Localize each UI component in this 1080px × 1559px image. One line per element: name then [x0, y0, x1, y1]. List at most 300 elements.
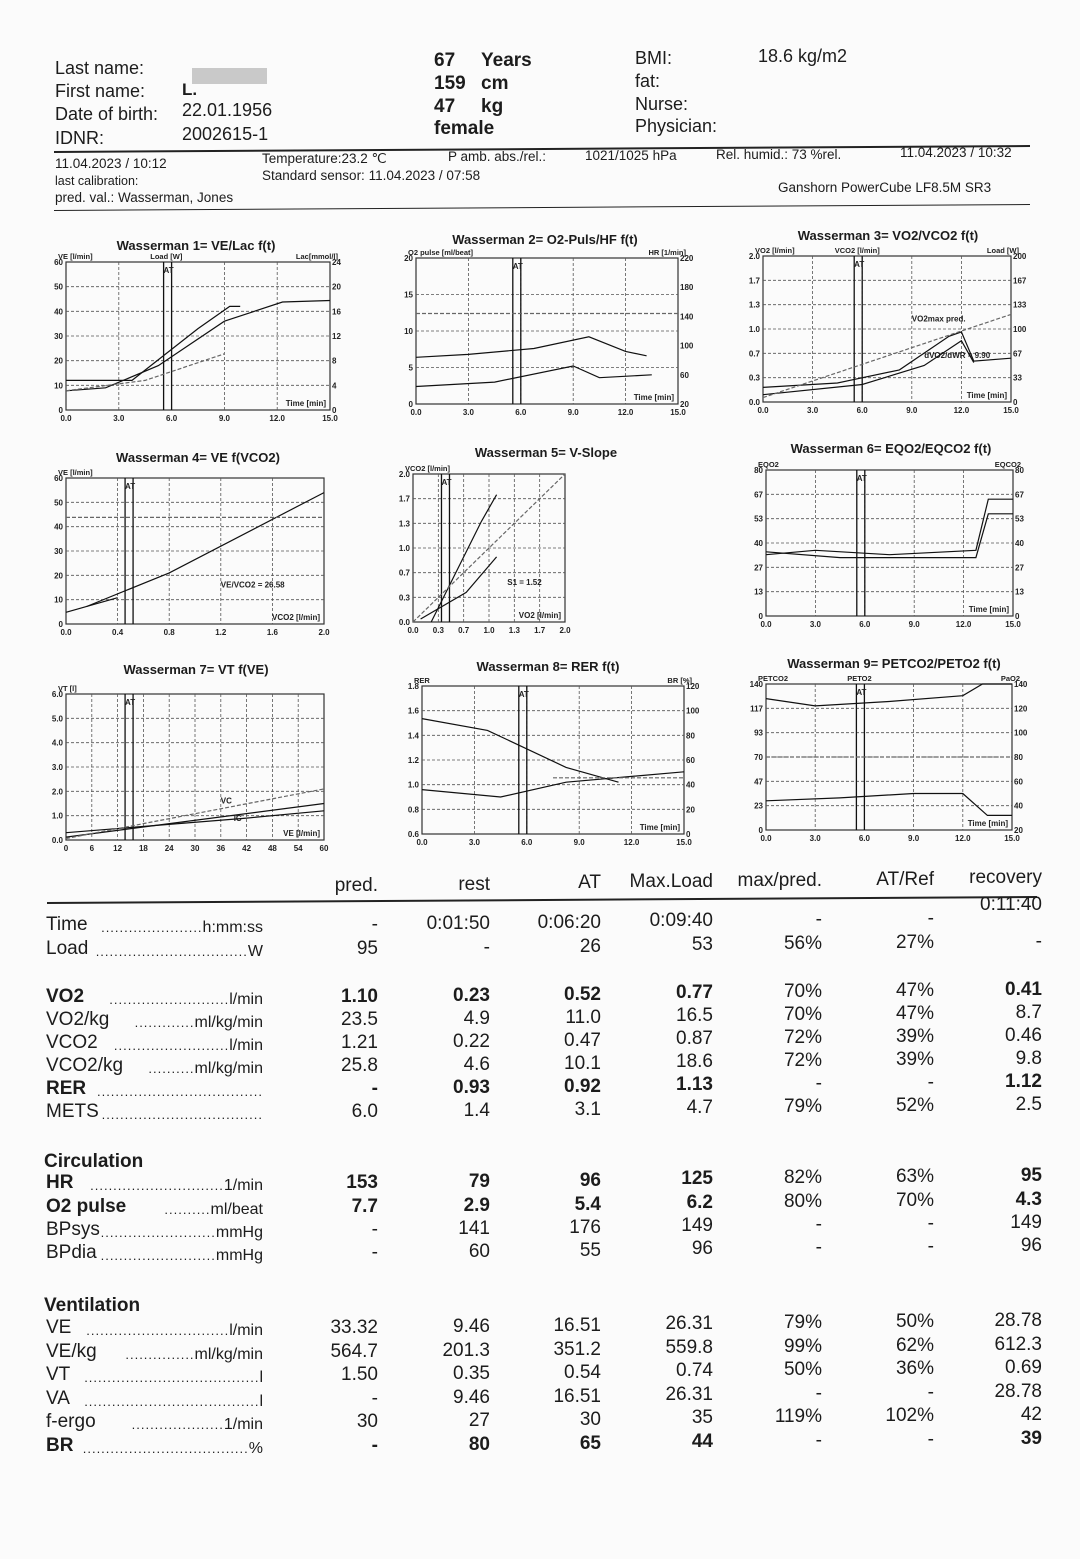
table-cell: 0:11:40	[980, 893, 1042, 915]
chart-plot-7	[51, 684, 329, 853]
x-tick-label: 3.0	[809, 834, 821, 843]
y-tick-label-right: 120	[1014, 704, 1028, 714]
row-label-text: f-ergo	[46, 1411, 96, 1432]
x-tick-label: 36	[216, 844, 226, 853]
leader-dots: ......................................	[84, 1394, 260, 1409]
chart-annotation: dVO2/dWR = 9.90	[924, 351, 991, 361]
table-cell: 2.9	[463, 1194, 490, 1216]
y-tick-label-right: 20	[680, 400, 689, 409]
chart-series-line	[422, 719, 619, 783]
y-axis-label-right: HR [1/min]	[648, 248, 686, 257]
unit-text: 1/min	[223, 1416, 263, 1433]
table-cell: 0.22	[453, 1030, 490, 1052]
table-cell: 36%	[895, 1358, 934, 1379]
chart-plot-4	[54, 468, 330, 637]
y-tick-label-right: 60	[686, 756, 695, 765]
y-tick-label-right: 40	[1015, 539, 1024, 548]
row-label	[46, 1317, 71, 1339]
leader-dots: ....................	[131, 1417, 224, 1432]
leader-dots: ......................	[101, 920, 203, 935]
chart-title-4: Wasserman 4= VE f(VCO2)	[116, 450, 280, 465]
y-tick-label-left: 0.6	[407, 830, 419, 839]
y-tick-label-left: 20	[54, 571, 63, 581]
temperature: Temperature:23.2 ℃	[262, 151, 387, 166]
y-tick-label-left: 60	[54, 258, 63, 267]
y-tick-label-right: 13	[1015, 587, 1024, 597]
x-tick-label: 9.0	[908, 620, 920, 629]
row-label-text: VE	[46, 1317, 72, 1338]
y-tick-label-left: 0	[58, 406, 63, 415]
table-cell: 72%	[783, 1050, 822, 1072]
row-unit	[84, 1390, 263, 1412]
y-tick-label-left: 20	[54, 356, 63, 366]
unit-text: l/min	[229, 1037, 263, 1054]
y-tick-label-left: 50	[54, 498, 63, 508]
y-axis-label-right: BR [%]	[667, 676, 692, 685]
unit-text: ml/kg/min	[194, 1346, 263, 1363]
y-tick-label-left: 20	[404, 254, 413, 263]
x-tick-label: 12.0	[955, 834, 971, 843]
table-cell: 79	[468, 1170, 490, 1192]
leader-dots: ...............................	[86, 1323, 230, 1338]
dob-label: Date of birth:	[55, 104, 159, 124]
chart-title-3: Wasserman 3= VO2/VCO2 f(t)	[797, 228, 979, 243]
x-tick-label: 12.0	[617, 408, 634, 417]
y-axis-label-left: O2 pulse [ml/beat]	[408, 248, 474, 257]
y-tick-label-left: 1.7	[748, 276, 760, 286]
y-tick-label-left: 80	[754, 466, 763, 475]
x-tick-label: 1.0	[483, 626, 495, 635]
row-unit	[90, 1174, 263, 1196]
x-tick-label: 1.7	[534, 626, 546, 635]
first-name-value: L.	[182, 80, 198, 99]
x-tick-label: 15.0	[676, 838, 692, 847]
table-cell: 79%	[783, 1096, 822, 1118]
table-cell: 56%	[783, 933, 822, 955]
x-tick-label: 0.0	[760, 620, 772, 629]
y-tick-label-right: 20	[332, 282, 341, 292]
table-cell: 80	[468, 1433, 490, 1455]
y-tick-label-right: 20	[686, 805, 695, 815]
table-cell: 28.78	[994, 1380, 1042, 1402]
unit-text: mmHg	[215, 1224, 263, 1241]
table-cell: 564.7	[330, 1341, 378, 1362]
y-tick-label-left: 40	[754, 539, 763, 548]
y-tick-label-left: 1.2	[407, 756, 419, 765]
y-tick-label-right: 80	[1014, 753, 1023, 762]
chart-title-2: Wasserman 2= O2-Puls/HF f(t)	[452, 232, 638, 247]
at-label: AT	[854, 260, 865, 269]
section-title: Circulation	[44, 1151, 144, 1172]
unit-text: l/min	[229, 1322, 263, 1339]
y-tick-label-left: 2.0	[51, 787, 63, 797]
meta-rule	[54, 204, 1030, 211]
row-unit	[83, 1437, 263, 1459]
row-label	[46, 1172, 73, 1194]
row-label-text: VE/kg	[46, 1341, 97, 1362]
table-cell: 149	[681, 1215, 713, 1237]
table-cell: 4.6	[463, 1053, 490, 1075]
leader-dots: ...................................	[101, 1107, 263, 1122]
row-label	[46, 1032, 98, 1054]
row-unit	[164, 1198, 263, 1220]
unit-text: mmHg	[215, 1247, 263, 1264]
x-tick-label: 15.0	[1003, 406, 1019, 415]
y-tick-label-left: 60	[54, 474, 63, 483]
last-calibration: last calibration:	[55, 174, 139, 188]
table-cell: 33.32	[330, 1317, 378, 1338]
chart-series-line	[416, 337, 647, 358]
table-cell: 39%	[895, 1049, 934, 1070]
humidity: Rel. humid.: 73 %rel.	[716, 147, 842, 162]
table-cell: 0.93	[453, 1076, 490, 1098]
y-tick-label-left: 1.4	[407, 731, 419, 741]
x-tick-label: 15.0	[322, 414, 338, 423]
leader-dots: ..........	[148, 1061, 195, 1076]
chart-plot-5	[398, 464, 571, 635]
row-label	[46, 1341, 97, 1363]
row-unit	[114, 1034, 263, 1056]
y-tick-label-right: 40	[1014, 801, 1023, 811]
unit-text: ml/kg/min	[194, 1060, 263, 1077]
table-cell: 0.74	[676, 1360, 713, 1382]
row-label	[46, 1411, 96, 1433]
x-tick-label: 6	[89, 844, 95, 853]
y-tick-label-left: 0	[58, 620, 63, 629]
y-tick-label-left: 15	[404, 290, 413, 300]
table-cell: 8.7	[1015, 1001, 1042, 1023]
pred-val: pred. val.: Wasserman, Jones	[55, 190, 234, 205]
x-tick-label: 0.4	[112, 628, 124, 637]
x-tick-label: 3.0	[809, 620, 821, 629]
y-axis-label-left: VE [l/min]	[58, 252, 93, 261]
at-label: AT	[125, 482, 136, 491]
y-tick-label-left: 0.3	[398, 593, 410, 603]
y-axis-label-mid: VCO2 [l/min]	[834, 246, 880, 255]
table-cell: 125	[681, 1168, 713, 1190]
y-tick-label-right: 8	[332, 356, 337, 366]
y-tick-label-right: 167	[1013, 276, 1027, 286]
table-cell: 9.46	[453, 1386, 490, 1408]
x-tick-label: 12.0	[953, 406, 970, 415]
column-header: AT	[578, 872, 601, 894]
leader-dots: ....................................	[82, 1441, 249, 1456]
table-cell: 1.10	[341, 986, 378, 1007]
x-tick-label: 18	[138, 844, 148, 853]
table-cell: 52%	[895, 1095, 934, 1116]
row-unit	[86, 1319, 263, 1341]
table-cell: 25.8	[341, 1055, 378, 1076]
table-cell: -	[927, 1382, 934, 1403]
x-tick-label: 48	[267, 844, 277, 853]
y-tick-label-left: 10	[54, 381, 63, 391]
unit-text: %	[248, 1440, 263, 1457]
y-axis-label-mid: Load [W]	[150, 252, 183, 261]
at-label: AT	[856, 688, 867, 697]
y-tick-label-left: 0.0	[51, 836, 63, 845]
table-cell: -	[815, 1430, 822, 1452]
table-cell: 62%	[895, 1335, 934, 1356]
x-tick-label: 6.0	[859, 620, 871, 629]
table-cell: 79%	[783, 1312, 822, 1334]
table-cell: 1.50	[341, 1364, 378, 1385]
row-label-text: HR	[46, 1172, 74, 1193]
y-tick-label-left: 27	[754, 563, 763, 573]
row-label-text: Load	[46, 938, 89, 959]
x-tick-label: 2.0	[559, 626, 571, 635]
chart-frame	[66, 478, 324, 624]
y-tick-label-right: 100	[686, 706, 700, 716]
x-tick-label: 6.0	[166, 414, 178, 423]
x-tick-label: 12.0	[269, 414, 285, 423]
table-cell: 50%	[895, 1311, 934, 1332]
y-axis-label-left: VO2 [l/min]	[755, 246, 795, 255]
y-tick-label-left: 93	[754, 728, 763, 738]
table-cell: 10.1	[564, 1052, 601, 1074]
y-tick-label-left: 13	[754, 587, 763, 597]
x-tick-label: 3.0	[468, 838, 480, 847]
x-tick-label: 15.0	[1004, 834, 1020, 843]
table-cell: 96	[579, 1169, 601, 1191]
table-cell: 7.7	[351, 1196, 378, 1217]
table-cell: 612.3	[994, 1333, 1042, 1355]
idnr-value: 2002615-1	[182, 124, 269, 144]
y-tick-label-right: 140	[1014, 680, 1028, 689]
table-cell: 16.51	[553, 1385, 601, 1407]
y-tick-label-right: 16	[332, 307, 341, 317]
x-tick-label: 0.7	[458, 626, 470, 635]
column-header: max/pred.	[737, 869, 822, 891]
x-tick-label: 30	[190, 844, 200, 853]
row-unit	[125, 1343, 263, 1365]
nurse-label: Nurse:	[635, 94, 689, 114]
table-cell: -	[371, 1219, 378, 1240]
x-tick-label: 0.0	[416, 838, 428, 847]
x-tick-label: 1.6	[266, 628, 278, 637]
table-cell: 26.31	[665, 1313, 713, 1335]
chart-title-5: Wasserman 5= V-Slope	[474, 445, 618, 460]
row-label-text: BPdia	[46, 1242, 97, 1263]
y-tick-label-right: 100	[1013, 325, 1027, 334]
x-tick-label: 9.0	[218, 414, 230, 423]
x-tick-label: 9.0	[906, 406, 918, 415]
y-tick-label-right: 180	[680, 283, 694, 293]
x-tick-label: 24	[164, 844, 174, 853]
physician-label: Physician:	[635, 116, 718, 136]
row-label	[46, 1078, 86, 1100]
table-cell: 141	[458, 1217, 490, 1239]
x-tick-label: 9.0	[567, 408, 579, 417]
y-tick-label-right: 24	[332, 258, 341, 267]
y-tick-label-left: 0.7	[398, 568, 410, 578]
y-tick-label-left: 0.3	[748, 373, 760, 383]
y-tick-label-left: 1.3	[398, 519, 410, 529]
table-cell: 0.41	[1005, 978, 1042, 1000]
y-axis-label-right: EQCO2	[994, 460, 1021, 469]
y-tick-label-left: 47	[754, 777, 763, 787]
chart-annotation: VO2max pred.	[911, 314, 966, 324]
table-cell: -	[927, 1213, 934, 1234]
row-label	[46, 1009, 109, 1031]
bmi-value: 18.6 kg/m2	[758, 46, 848, 66]
row-label	[46, 1055, 123, 1077]
table-cell: 26	[579, 935, 601, 957]
row-unit	[84, 1366, 263, 1388]
unit-text: l	[259, 1393, 263, 1410]
y-tick-label-left: 3.0	[51, 763, 63, 772]
table-cell: 0.47	[564, 1029, 601, 1051]
y-axis-label-left: VT [l]	[58, 684, 77, 693]
chart-plot-1	[54, 252, 341, 423]
leader-dots: .................................	[95, 944, 248, 959]
y-axis-label-left: VE [l/min]	[58, 468, 93, 477]
x-tick-label: 15.0	[670, 408, 686, 417]
pamb-value: 1021/1025 hPa	[585, 148, 677, 163]
table-cell: 153	[346, 1172, 378, 1193]
table-cell: 6.2	[686, 1192, 713, 1214]
table-cell: 27%	[895, 932, 934, 953]
x-tick-label: 42	[242, 844, 252, 853]
standard-sensor: Standard sensor: 11.04.2023 / 07:58	[262, 168, 481, 183]
y-tick-label-left: 0	[758, 612, 763, 621]
y-tick-label-right: 80	[1015, 466, 1024, 475]
leader-dots: ..........	[164, 1202, 211, 1217]
y-axis-label-right: Load [W]	[986, 246, 1019, 255]
table-cell: 0.92	[564, 1075, 601, 1097]
at-label: AT	[512, 262, 523, 271]
unit-text: l/min	[229, 991, 263, 1008]
table-cell: 26.31	[665, 1384, 713, 1406]
y-tick-label-left: 67	[754, 490, 763, 500]
y-tick-label-left: 1.7	[398, 494, 410, 504]
column-header: recovery	[969, 867, 1042, 889]
y-tick-label-left: 1.0	[407, 780, 419, 790]
table-cell: -	[371, 1242, 378, 1263]
table-cell: 0:06:20	[537, 911, 601, 933]
chart-plot-9	[749, 674, 1028, 843]
table-cell: 201.3	[442, 1339, 490, 1361]
x-axis-label: Time [min]	[285, 399, 326, 408]
section-title: Ventilation	[44, 1295, 141, 1316]
table-cell: 119%	[774, 1406, 822, 1428]
chart-title-6: Wasserman 6= EQO2/EQCO2 f(t)	[790, 441, 992, 456]
table-cell: 0.69	[1005, 1356, 1042, 1378]
table-cell: 351.2	[553, 1338, 601, 1360]
chart-series-line	[766, 499, 1013, 555]
chart-plot-3	[748, 246, 1027, 415]
table-cell: 99%	[783, 1336, 822, 1358]
fat-label: fat:	[635, 71, 661, 91]
table-cell: 4.7	[686, 1097, 713, 1119]
row-unit	[109, 988, 263, 1010]
table-cell: 0:09:40	[649, 910, 713, 932]
y-tick-label-left: 0.0	[398, 618, 410, 627]
row-unit	[148, 1057, 263, 1079]
table-cell: 95	[356, 938, 378, 959]
at-label: AT	[441, 478, 452, 487]
x-tick-label: 2.0	[318, 628, 330, 637]
chart-series-line	[763, 332, 1011, 388]
table-cell: 28.78	[994, 1309, 1042, 1331]
row-label-text: VCO2/kg	[46, 1055, 124, 1076]
table-cell: 0.87	[676, 1028, 713, 1050]
row-label	[46, 1196, 126, 1218]
table-cell: -	[815, 1073, 822, 1095]
y-tick-label-right: 100	[1014, 728, 1028, 738]
table-cell: -	[483, 936, 490, 958]
table-cell: 0.35	[453, 1362, 490, 1384]
dob-value: 22.01.1956	[182, 100, 273, 120]
y-tick-label-left: 2.0	[748, 252, 760, 261]
chart-title-7: Wasserman 7= VT f(VE)	[123, 662, 269, 677]
table-cell: -	[927, 1072, 934, 1093]
row-label-text: Time	[46, 914, 88, 935]
table-cell: 30	[356, 1411, 378, 1432]
y-tick-label-left: 0	[758, 826, 763, 835]
table-cell: 16.5	[676, 1005, 713, 1027]
table-cell: 559.8	[665, 1337, 713, 1359]
leader-dots: .........................	[100, 1225, 216, 1240]
table-cell: -	[371, 1078, 378, 1099]
at-label: AT	[856, 474, 867, 483]
y-tick-label-left: 30	[54, 547, 63, 556]
table-cell: -	[815, 1214, 822, 1236]
leader-dots: ......................................	[84, 1370, 260, 1385]
y-tick-label-right: 133	[1013, 300, 1027, 310]
y-tick-label-right: 0	[1013, 398, 1018, 407]
table-cell: 70%	[895, 1190, 934, 1211]
device-name: Ganshorn PowerCube LF8.5M SR3	[778, 180, 992, 195]
x-tick-label: 3.0	[807, 406, 819, 415]
unit-text: l	[259, 1369, 263, 1386]
table-cell: 0.23	[453, 984, 490, 1006]
y-tick-label-left: 0.0	[748, 398, 760, 407]
row-label-text: VO2/kg	[46, 1009, 110, 1030]
row-unit	[132, 1413, 263, 1435]
x-tick-label: 0.0	[60, 414, 72, 423]
chart-series-line	[416, 366, 652, 387]
x-tick-label: 1.2	[215, 628, 227, 637]
table-cell: 1.12	[1005, 1070, 1042, 1092]
y-axis-label-right: Lac[mmol/l]	[295, 252, 338, 261]
table-cell: 1.21	[341, 1032, 378, 1053]
table-cell: 149	[1010, 1211, 1042, 1233]
row-unit	[101, 916, 263, 938]
y-tick-label-left: 50	[54, 282, 63, 292]
table-cell: 63%	[895, 1166, 934, 1187]
table-cell: 102%	[885, 1405, 934, 1426]
row-label	[46, 938, 88, 960]
table-cell: -	[815, 909, 822, 931]
table-cell: 0.77	[676, 982, 713, 1004]
height-value: 159	[434, 73, 466, 94]
y-tick-label-left: 0	[408, 400, 413, 409]
row-label	[46, 1435, 73, 1457]
y-tick-label-right: 12	[332, 332, 341, 341]
leader-dots: .........................	[113, 1038, 230, 1053]
table-cell: 96	[1020, 1234, 1042, 1256]
chart-series-line	[766, 684, 1012, 706]
table-cell: -	[371, 914, 378, 935]
x-tick-label: 9.0	[908, 834, 920, 843]
y-tick-label-right: 4	[332, 381, 337, 391]
table-cell: 2.5	[1015, 1093, 1042, 1115]
row-label	[46, 1364, 70, 1386]
table-cell: 96	[691, 1238, 713, 1260]
y-tick-label-left: 10	[54, 595, 63, 605]
chart-annotation: VC	[220, 796, 232, 806]
row-label-text: BPsys	[46, 1219, 100, 1240]
